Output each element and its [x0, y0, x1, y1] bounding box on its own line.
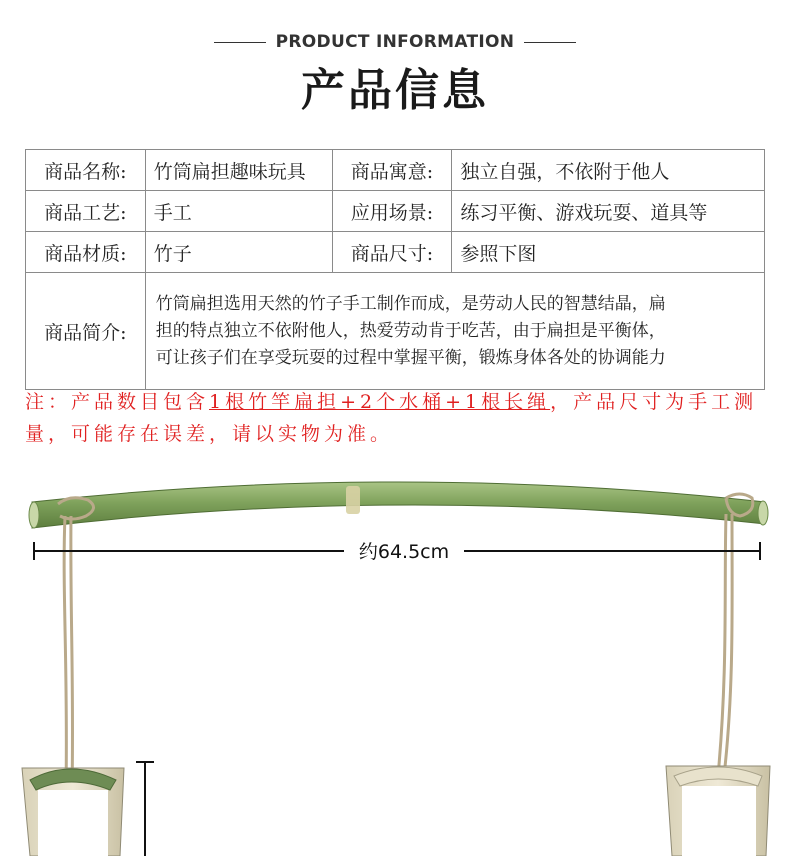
- note-prefix: 注：产品数目包含: [25, 391, 210, 413]
- table-label: 商品材质:: [26, 232, 146, 273]
- table-row-intro: [26, 273, 765, 390]
- table-row: [26, 191, 765, 232]
- dimension-label: 约64.5cm: [358, 541, 450, 563]
- table-label: 商品名称:: [26, 150, 146, 191]
- intro-text: [145, 273, 764, 390]
- table-value: 参照下图: [452, 232, 765, 273]
- right-bucket: [666, 766, 770, 856]
- product-photo: [0, 468, 790, 856]
- subtitle-left-line: [214, 42, 266, 43]
- table-label: 应用场景:: [332, 191, 452, 232]
- subtitle: PRODUCT INFORMATION: [275, 32, 515, 52]
- intro-line: 可让孩子们在享受玩耍的过程中掌握平衡，锻炼身体各处的协调能力: [155, 347, 666, 368]
- page-title: 产品信息: [301, 65, 489, 116]
- product-info-table: [25, 149, 765, 390]
- intro-line: 担的特点独立不依附他人，热爱劳动肯于吃苦，由于扁担是平衡体，: [155, 320, 666, 341]
- subtitle-right-line: [524, 42, 576, 43]
- bamboo-pole: [29, 482, 768, 528]
- table-label: 商品尺寸:: [332, 232, 452, 273]
- rope: [58, 494, 753, 788]
- table-label: 商品寓意:: [332, 150, 452, 191]
- note: [25, 386, 770, 450]
- table-label: 商品工艺:: [26, 191, 146, 232]
- table-value: 练习平衡、游戏玩耍、道具等: [452, 191, 765, 232]
- subtitle-row: [0, 32, 790, 52]
- intro-line: 竹筒扁担选用天然的竹子手工制作而成，是劳动人民的智慧结晶，扁: [155, 293, 666, 314]
- table-value: 手工: [145, 191, 332, 232]
- table-value: 竹筒扁担趣味玩具: [145, 150, 332, 191]
- left-bucket: [22, 768, 124, 856]
- table-value: 竹子: [145, 232, 332, 273]
- table-value: 独立自强，不依附于他人: [452, 150, 765, 191]
- header: [0, 32, 790, 118]
- table-row: [26, 232, 765, 273]
- table-label: 商品简介:: [26, 273, 146, 390]
- note-suffix: ，产品尺寸为手工测量，可能存在误差，请以实物为准。: [25, 391, 758, 445]
- height-marker: [136, 762, 154, 856]
- note-highlight: 1根竹竿扁担+2个水桶+1根长绳: [209, 391, 551, 413]
- table-row: [26, 150, 765, 191]
